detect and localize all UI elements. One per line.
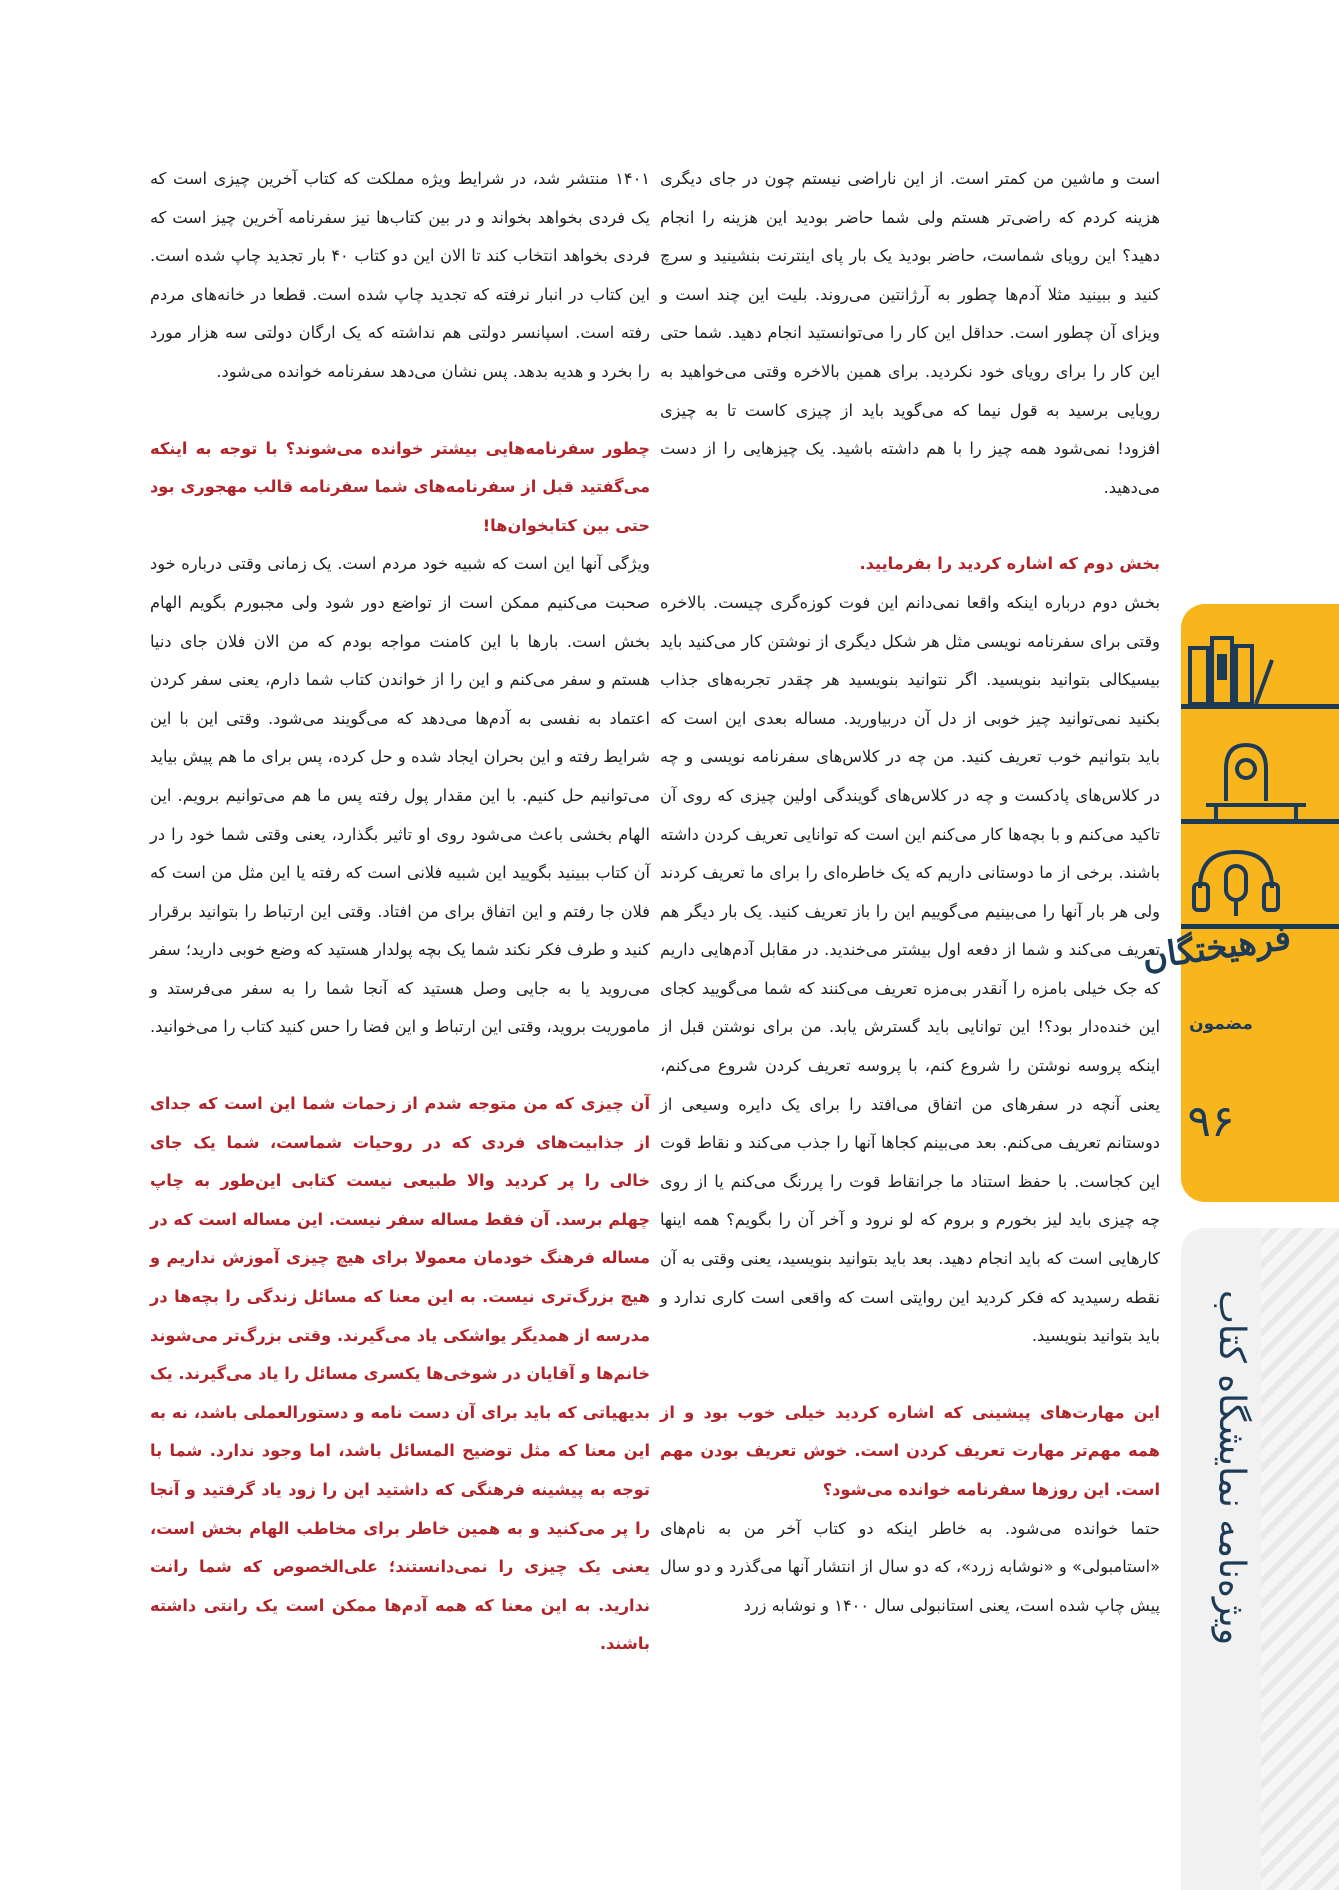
- interview-question: بخش دوم که اشاره کردید را بفرمایید.: [859, 554, 1160, 574]
- page-number: ۹۶: [1187, 1096, 1235, 1147]
- books-icon: [1186, 634, 1276, 710]
- body-paragraph: ۱۴۰۱ منتشر شد، در شرایط ویژه مملکت که کتاب آخرین چیزی است که یک فردی بخواهد بخواند و در بین کتاب‌ها نیز سفرنامه آخرین چیز است که فردی بخواهد انتخاب کند تا الان این دو کتاب ۴۰ بار تجدید چاپ شده است. این کتاب در انبار نرفته که تجدید چاپ شده است. قطعا در خانه‌های مردم رفته است. اسپانسر دولتی هم نداشته که یک ارگان دولتی سه هزار مورد را بخرد و هدیه بدهد. پس نشان می‌دهد سفرنامه خوانده می‌شود.: [150, 169, 650, 381]
- lamp-icon: [1206, 739, 1306, 825]
- interview-question: چطور سفرنامه‌هایی بیشتر خوانده می‌شوند؟ با توجه به اینکه می‌گفتید قبل از سفرنامه‌های شما سفرنامه قالب مهجوری بود حتی بین کتابخوان‌ها!: [150, 438, 650, 535]
- right-column: [660, 160, 1160, 1625]
- body-paragraph: است و ماشین من کمتر است. از این ناراضی نیستم چون در جای دیگری هزینه کردم که راضی‌تر هستم ولی شما حاضر بودید این هزینه را انجام دهید؟ این رویای شماست، حاضر بودید یک بار پای اینترنت بنشینید و سرچ کنید و ببینید مثلا آدم‌ها چطور به آرژانتین می‌روند. بلیت این چند است و ویزای آن چطور است. حداقل این کار را می‌توانستید انجام دهید. شما حتی این کار را برای رویای خود نکردید. برای همین بالاخره وقتی می‌خواهید به رویایی برسید به قول نیما که می‌گوید باید از چیزی کاست تا به چیزی افزود! نمی‌شود همه چیز را با هم داشته باشید. یک چیزهایی را از دست می‌دهید.: [660, 169, 1160, 497]
- interview-question: این مهارت‌های پیشینی که اشاره کردید خیلی خوب بود و از همه مهم‌تر مهارت تعریف کردن است. خوش تعریف بودن مهم است. این روزها سفرنامه خوانده می‌شود؟: [660, 1402, 1160, 1499]
- vertical-title: ویژه‌نامه نمایشگاه کتاب: [1211, 1289, 1252, 1645]
- body-paragraph: ویژگی آنها این است که شبیه خود مردم است. یک زمانی وقتی درباره خود صحبت می‌کنیم ممکن است از تواضع دور شود ولی مجبورم بگویم الهام بخش است. بارها با این کامنت مواجه بودم که من الان فلان جای دنیا هستم و سفر می‌کنم و این را از خواندن کتاب شما دارم، یعنی سفر کردن اعتماد به نفسی به آدم‌ها می‌دهد که می‌گویند می‌شود. وقتی این با این شرایط رفته و این بحران ایجاد شده و حل کرده، پس برای ما هم پیش بیاید می‌توانیم حل کنیم. با این مقدار پول رفته پس ما هم می‌توانیم برویم. این الهام بخشی باعث می‌شود روی او تاثیر بگذارد، یعنی وقتی شما خود را در آن کتاب ببینید بگویید این شبیه فلانی است که رفته یا این مثل من است که فلان جا رفتم و این اتفاق برای من افتاد. وقتی این ارتباط را بتوانید برقرار کنید و طرف فکر نکند شما یک بچه پولدار هستید که وضع خوبی دارید؛ سفر می‌روید یا به جایی وصل هستید که آنجا شما را به سفر می‌فرستد و ماموریت بروید، وقتی این ارتباط و این فضا را حس کنید کتاب را می‌خوانید.: [149, 554, 650, 1037]
- interview-question: آن چیزی که من متوجه شدم از زحمات شما این است که جدای از جذابیت‌های فردی که در روحیات شماست، شما یک جای خالی را پر کردید والا طبیعی نیست کتابی این‌طور به چاپ چهلم برسد. آن فقط مساله سفر نیست. این مساله است که در مساله فرهنگ خودمان معمولا برای هیچ چیزی آموزش نداریم و هیچ بزرگ‌تری نیست. به این معنا که مسائل زندگی را بچه‌ها در مدرسه از همدیگر یواشکی یاد می‌گیرند. وقتی بزرگ‌تر می‌شوند خانم‌ها و آقایان در شوخی‌ها یکسری مسائل را یاد می‌گیرند. یک بدیهیاتی که باید برای آن دست نامه و دستورالعملی باشد، نه به این معنا که مثل توضیح المسائل باشد، اما وجود ندارد. شما با توجه به پیشینه فرهنگی که داشتید این را زود یاد گرفتید و آنجا را پر می‌کنید و به همین خاطر برای مخاطب الهام بخش است، یعنی یک چیزی را نمی‌دانستند؛ علی‌الخصوص که شما رانت ندارید. به این معنا که همه آدم‌ها ممکن است یک رانتی داشته باشند.: [150, 1094, 650, 1654]
- body-paragraph: حتما خوانده می‌شود. به خاطر اینکه دو کتاب آخر من به نام‌های «استامبولی» و «نوشابه زرد»، که دو سال از انتشار آنها می‌گذرد و دو سال پیش چاپ شده است، یعنی استانبولی سال ۱۴۰۰ و نوشابه زرد: [660, 1518, 1160, 1615]
- brand-logo: فرهیختگان: [1139, 917, 1294, 979]
- brand-subtitle: مضمون: [1189, 1014, 1253, 1034]
- microphone-icon: [1186, 844, 1286, 928]
- left-column: [150, 160, 650, 1664]
- body-paragraph: بخش دوم درباره اینکه واقعا نمی‌دانم این فوت کوزه‌گری چیست. بالاخره وقتی برای سفرنامه نویسی مثل هر شکل دیگری از نوشتن کار می‌کنید باید بیسیکالی بتوانید بنویسید. اگر نتوانید بنویسید هر چقدر تجربه‌های جذاب بکنید نمی‌توانید چیز خوبی از دل آن دربیاورید. مساله بعدی این است که باید بتوانیم خوب تعریف کنید. من چه در کلاس‌های سفرنامه نویسی و چه در کلاس‌های پادکست و چه در کلاس‌های گویندگی اولین چیزی که روی آن تاکید می‌کنم و با بچه‌ها کار می‌کنم این است که توانایی تعریف کردن داشته باشند. برخی از ما دوستانی داریم که یک خاطره‌ای را برای ما تعریف کردند ولی هر بار آنها را می‌بینیم می‌گوییم این را باز تعریف کنید. یک بار دیگر هم تعریف می‌کند و شما از دفعه اول بیشتر می‌خندید. در مقابل آدم‌هایی داریم که جک خیلی بامزه را آنقدر بی‌مزه تعریف می‌کنند که شما می‌گویید کجای این خنده‌دار بود؟! این توانایی باید گسترش یابد. من برای نوشتن قبل از اینکه پروسه نوشتن را شروع کنم، با پروسه تعریف کردن شروع می‌کنم، یعنی آنچه در سفرهای من اتفاق می‌افتد را برای یک دایره وسیعی از دوستانم تعریف می‌کنم. بعد می‌بینم کجاها آنها را جذب می‌کند و نقاط قوت این کجاست. با حفظ استناد ما جرانقاط قوت را پررنگ می‌کنم یا از روی چه چیزی باید لیز بخورم و بروم که لو نرود و آخر آن را بگویم؟ همه اینها کارهایی است که باید انجام دهید. بعد باید بتوانید بنویسید، یعنی وقتی به آن نقطه رسیدید که فکر کردید این روایتی است که واقعی است کاری ندارد و باید بتوانید بنویسید.: [660, 592, 1160, 1346]
